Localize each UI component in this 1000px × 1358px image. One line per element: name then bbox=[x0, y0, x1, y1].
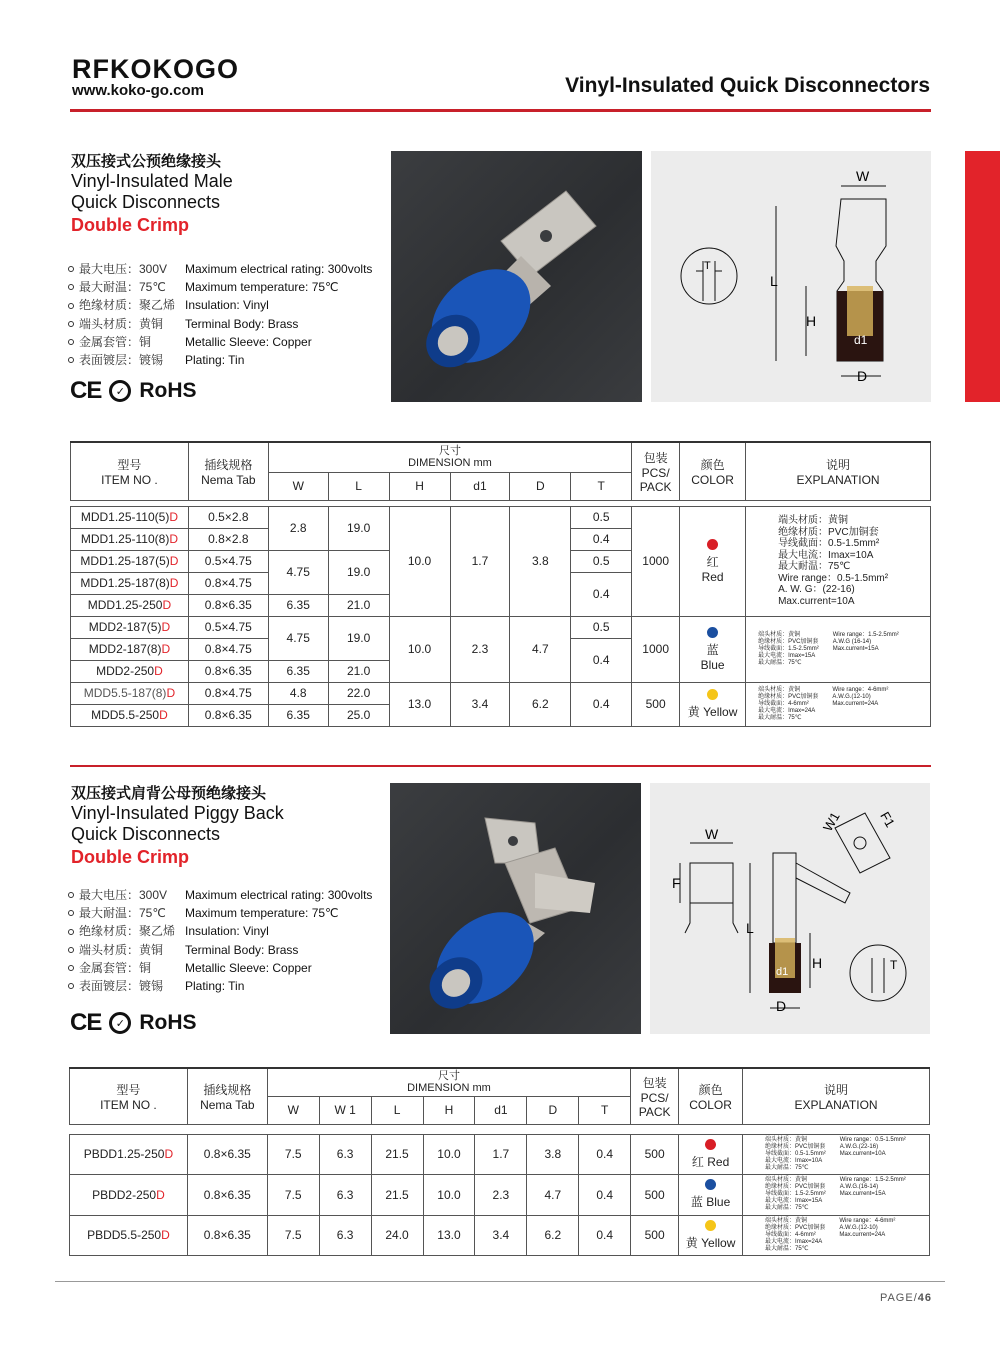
bullet-icon bbox=[68, 321, 74, 327]
dim-t: 0.4 bbox=[571, 528, 632, 550]
male-connector-dimension-drawing bbox=[651, 151, 931, 402]
dim-h: 10.0 bbox=[389, 506, 450, 616]
nema-tab: 0.5×2.8 bbox=[188, 506, 268, 528]
dim-d1: 2.3 bbox=[450, 616, 510, 682]
explanation: 端头材质：黄铜 绝缘材质：PVC加铜套 导线截面：4-6mm² 最大电流：Imax=24A 最大耐温：75℃ Wire range：4-6mm² A.W.G.(12-10) Max.current=24A bbox=[746, 682, 931, 726]
nema-tab: 0.8×6.35 bbox=[188, 660, 268, 682]
header-l: L bbox=[371, 1096, 423, 1124]
spec-row bbox=[68, 904, 372, 922]
header-t: T bbox=[579, 1096, 631, 1124]
spec-row bbox=[68, 260, 372, 278]
nema-tab: 0.8×6.35 bbox=[187, 1174, 267, 1215]
dim-w: 4.75 bbox=[268, 616, 328, 660]
spec-cn: 金属套管：铜 bbox=[79, 960, 152, 975]
explanation: 端头材质：黄铜 绝缘材质：PVC加铜套 导线截面：0.5-1.5mm² 最大电流：Imax=10A 最大耐温：75℃ Wire range：0.5-1.5mm² A.W.G.(22-16) Max.current=10A bbox=[743, 1134, 930, 1174]
header-d1: d1 bbox=[475, 1096, 527, 1124]
nema-tab: 0.5×4.75 bbox=[188, 550, 268, 572]
rohs-mark: RoHS bbox=[139, 379, 197, 402]
dim-l: 25.0 bbox=[328, 704, 389, 726]
dim-w: 4.8 bbox=[268, 682, 328, 704]
spec-row bbox=[68, 351, 372, 369]
nema-tab: 0.8×6.35 bbox=[188, 704, 268, 726]
dim-d: 3.8 bbox=[527, 1134, 579, 1174]
ce-mark-icon: CE bbox=[70, 1009, 102, 1036]
spec-row bbox=[68, 278, 372, 296]
item-no: MDD2-187(8)D bbox=[71, 638, 189, 660]
dim-w: 6.35 bbox=[268, 704, 328, 726]
spec-row bbox=[68, 941, 372, 959]
table-row bbox=[70, 1174, 930, 1215]
dim-d: 6.2 bbox=[527, 1215, 579, 1255]
dim-l: 19.0 bbox=[328, 550, 389, 594]
spec-cn: 最大耐温：75℃ bbox=[79, 906, 166, 921]
spec-cn: 表面镀层：镀锡 bbox=[79, 979, 164, 994]
header-w1: W 1 bbox=[319, 1096, 371, 1124]
color-cell: 蓝 Blue bbox=[680, 616, 746, 682]
nema-tab: 0.8×6.35 bbox=[187, 1215, 267, 1255]
spec-row bbox=[68, 922, 372, 940]
yellow-dot-icon bbox=[705, 1220, 716, 1231]
spec-en: Maximum temperature: 75℃ bbox=[185, 906, 339, 921]
dim-d: 6.2 bbox=[510, 682, 571, 726]
section2-certifications bbox=[70, 1009, 197, 1037]
section2-title-red: Double Crimp bbox=[71, 847, 190, 867]
dim-w1: 6.3 bbox=[319, 1215, 371, 1255]
section1-title-en2: Quick Disconnects bbox=[71, 192, 221, 212]
rohs-mark: RoHS bbox=[139, 1011, 197, 1034]
dim-t: 0.4 bbox=[571, 638, 632, 682]
pack-qty: 1000 bbox=[632, 506, 680, 616]
item-no: MDD1.25-187(8)D bbox=[71, 572, 189, 594]
color-cell: 红 Red bbox=[680, 506, 746, 616]
spec-en: Insulation: Vinyl bbox=[185, 298, 269, 313]
male-connector-drawing bbox=[651, 151, 931, 402]
dim-h: 13.0 bbox=[423, 1215, 475, 1255]
dim-t-label: T bbox=[704, 260, 711, 272]
pack-qty: 500 bbox=[632, 682, 680, 726]
blue-dot-icon bbox=[707, 627, 718, 638]
dim-l: 21.0 bbox=[328, 594, 389, 616]
table-header-row bbox=[70, 1068, 930, 1096]
dim-t-label: T bbox=[890, 958, 898, 972]
dim-l: 21.5 bbox=[371, 1174, 423, 1215]
header-model: 型号 ITEM NO . bbox=[70, 1068, 188, 1124]
dim-w1: 6.3 bbox=[319, 1174, 371, 1215]
bullet-icon bbox=[68, 339, 74, 345]
sgs-mark-icon: ✓ bbox=[109, 1012, 131, 1034]
dim-d1: 3.4 bbox=[475, 1215, 527, 1255]
header-dimension: 尺寸 DIMENSION mm bbox=[267, 1068, 630, 1096]
page-number: PAGE/46 bbox=[879, 1292, 932, 1304]
dim-d1: 2.3 bbox=[475, 1174, 527, 1215]
item-no: MDD2-250D bbox=[71, 660, 189, 682]
section-divider bbox=[70, 765, 931, 767]
spec-row bbox=[68, 977, 372, 995]
header-model: 型号 ITEM NO . bbox=[71, 442, 189, 500]
dim-d: 4.7 bbox=[527, 1174, 579, 1215]
section1-title-red: Double Crimp bbox=[71, 215, 190, 235]
section1-title-en1: Vinyl-Insulated Male bbox=[71, 171, 233, 191]
dim-w-label: W bbox=[705, 826, 719, 842]
item-no: PBDD1.25-250D bbox=[70, 1134, 188, 1174]
male-disconnect-table bbox=[70, 441, 931, 727]
piggyback-connector-drawing bbox=[650, 783, 930, 1034]
header-dimension: 尺寸 DIMENSION mm bbox=[268, 442, 631, 472]
bullet-icon bbox=[68, 983, 74, 989]
spec-row bbox=[68, 296, 372, 314]
header-h: H bbox=[389, 472, 450, 500]
dim-d1: 1.7 bbox=[475, 1134, 527, 1174]
item-no: MDD1.25-250D bbox=[71, 594, 189, 616]
header-pack: 包装 PCS/ PACK bbox=[632, 442, 680, 500]
page-title: Vinyl-Insulated Quick Disconnectors bbox=[565, 74, 930, 97]
pack-qty: 500 bbox=[631, 1134, 679, 1174]
dim-l-label: L bbox=[746, 920, 754, 936]
header-h: H bbox=[423, 1096, 475, 1124]
spec-cn: 绝缘材质：聚乙烯 bbox=[79, 924, 176, 939]
pack-qty: 500 bbox=[631, 1215, 679, 1255]
header-w: W bbox=[268, 472, 328, 500]
piggyback-disconnect-table bbox=[69, 1067, 930, 1256]
spec-cn: 端头材质：黄铜 bbox=[79, 942, 164, 957]
pack-qty: 1000 bbox=[632, 616, 680, 682]
header-w: W bbox=[267, 1096, 319, 1124]
yellow-dot-icon bbox=[707, 689, 718, 700]
spec-cn: 绝缘材质：聚乙烯 bbox=[79, 298, 176, 313]
dim-w: 6.35 bbox=[268, 660, 328, 682]
bullet-icon bbox=[68, 965, 74, 971]
dim-w1-label: W1 bbox=[819, 809, 843, 834]
explanation: 端头材质：黄铜 绝缘材质：PVC加铜套 导线截面：1.5-2.5mm² 最大电流：Imax=15A 最大耐温：75℃ Wire range：1.5-2.5mm² A.W.G.(16-14) Max.current=15A bbox=[743, 1174, 930, 1215]
dim-w1: 6.3 bbox=[319, 1134, 371, 1174]
header-d: D bbox=[527, 1096, 579, 1124]
dim-w-label: W bbox=[856, 168, 870, 184]
item-no: MDD1.25-187(5)D bbox=[71, 550, 189, 572]
dim-d1-label: d1 bbox=[854, 333, 868, 347]
dim-d: 4.7 bbox=[510, 616, 571, 682]
header-tab: 插线规格 Nema Tab bbox=[187, 1068, 267, 1124]
spec-cn: 最大耐温：75℃ bbox=[79, 280, 166, 295]
spec-en: Metallic Sleeve: Copper bbox=[185, 960, 312, 975]
dim-t: 0.4 bbox=[571, 682, 632, 726]
dim-h-label: H bbox=[806, 313, 817, 329]
dim-w: 7.5 bbox=[267, 1215, 319, 1255]
spec-cn: 最大电压：300V bbox=[79, 888, 168, 902]
table-row bbox=[71, 506, 931, 528]
bullet-icon bbox=[68, 266, 74, 272]
dim-d1: 3.4 bbox=[450, 682, 510, 726]
table-row bbox=[70, 1215, 930, 1255]
spec-row bbox=[68, 886, 372, 904]
dim-f-label: F bbox=[672, 875, 681, 891]
spec-cn: 最大电压：300V bbox=[79, 262, 168, 276]
spec-en: Maximum temperature: 75℃ bbox=[185, 280, 339, 295]
dim-d1-label: d1 bbox=[776, 966, 789, 978]
header-divider bbox=[70, 109, 931, 112]
nema-tab: 0.8×4.75 bbox=[188, 638, 268, 660]
header-d: D bbox=[510, 472, 571, 500]
spec-row bbox=[68, 315, 372, 333]
dim-w: 2.8 bbox=[268, 506, 328, 550]
table-row bbox=[71, 682, 931, 704]
spec-en: Maximum electrical rating: 300volts bbox=[185, 262, 373, 276]
pack-qty: 500 bbox=[631, 1174, 679, 1215]
spec-en: Metallic Sleeve: Copper bbox=[185, 334, 312, 349]
brand-logo: RFKOKOGO bbox=[72, 54, 239, 84]
item-no: MDD1.25-110(5)D bbox=[71, 506, 189, 528]
dim-d-label: D bbox=[776, 998, 787, 1014]
male-connector-photo bbox=[391, 151, 642, 402]
dim-l: 22.0 bbox=[328, 682, 389, 704]
dim-t: 0.4 bbox=[579, 1215, 631, 1255]
table-row bbox=[71, 616, 931, 638]
section1-heading bbox=[71, 150, 233, 236]
dim-t: 0.5 bbox=[571, 616, 632, 638]
spec-row bbox=[68, 333, 372, 351]
header-t: T bbox=[571, 472, 632, 500]
section2-title-en1: Vinyl-Insulated Piggy Back bbox=[71, 803, 284, 823]
color-cell: 黄 Yellow bbox=[679, 1215, 743, 1255]
sgs-mark-icon: ✓ bbox=[109, 380, 131, 402]
dim-w: 4.75 bbox=[268, 550, 328, 594]
header-pack: 包装 PCS/ PACK bbox=[631, 1068, 679, 1124]
piggyback-connector-illustration bbox=[390, 783, 641, 1034]
bullet-icon bbox=[68, 892, 74, 898]
explanation: 端头材质：黄铜 绝缘材质：PVC加铜套 导线截面：4-6mm² 最大电流：Imax=24A 最大耐温：75℃ Wire range：4-6mm² A.W.G.(12-10) Max.current=24A bbox=[743, 1215, 930, 1255]
bullet-icon bbox=[68, 910, 74, 916]
dim-h: 13.0 bbox=[389, 682, 450, 726]
header-color: 颜色 COLOR bbox=[680, 442, 746, 500]
piggyback-connector-dimension-drawing bbox=[650, 783, 930, 1034]
header-color: 颜色 COLOR bbox=[679, 1068, 743, 1124]
dim-t: 0.5 bbox=[571, 550, 632, 572]
spec-en: Insulation: Vinyl bbox=[185, 924, 269, 939]
dim-w: 7.5 bbox=[267, 1174, 319, 1215]
spec-cn: 金属套管：铜 bbox=[79, 334, 152, 349]
dim-w: 6.35 bbox=[268, 594, 328, 616]
item-no: MDD5.5-250D bbox=[71, 704, 189, 726]
section2-specs bbox=[68, 886, 372, 995]
table-header-row bbox=[71, 442, 931, 472]
dim-t: 0.4 bbox=[571, 572, 632, 616]
item-no: MDD2-187(5)D bbox=[71, 616, 189, 638]
section1-certifications bbox=[70, 377, 197, 405]
item-no: MDD5.5-187(8)D bbox=[71, 682, 189, 704]
spec-en: Terminal Body: Brass bbox=[185, 316, 299, 331]
section2-title-cn: 双压接式肩背公母预绝缘接头 bbox=[71, 785, 267, 802]
nema-tab: 0.5×4.75 bbox=[188, 616, 268, 638]
color-cell: 红 Red bbox=[679, 1134, 743, 1174]
red-dot-icon bbox=[707, 539, 718, 550]
color-cell: 黄 Yellow bbox=[680, 682, 746, 726]
nema-tab: 0.8×6.35 bbox=[188, 594, 268, 616]
dim-t: 0.5 bbox=[571, 506, 632, 528]
spec-en: Plating: Tin bbox=[185, 979, 245, 994]
bullet-icon bbox=[68, 947, 74, 953]
dim-d1: 1.7 bbox=[450, 506, 510, 616]
red-dot-icon bbox=[705, 1139, 716, 1150]
item-no: PBDD2-250D bbox=[70, 1174, 188, 1215]
dim-f1-label: F1 bbox=[877, 809, 898, 830]
dim-l: 21.0 bbox=[328, 660, 389, 682]
ce-mark-icon: CE bbox=[70, 377, 102, 404]
dim-l: 21.5 bbox=[371, 1134, 423, 1174]
item-no: PBDD5.5-250D bbox=[70, 1215, 188, 1255]
dim-h: 10.0 bbox=[389, 616, 450, 682]
bullet-icon bbox=[68, 357, 74, 363]
nema-tab: 0.8×4.75 bbox=[188, 682, 268, 704]
explanation: 端头材质：黄铜 绝缘材质：PVC加铜套 导线截面：1.5-2.5mm² 最大电流：Imax=15A 最大耐温：75℃ Wire range：1.5-2.5mm² A.W.G (16-14) Max.current=15A bbox=[746, 616, 931, 682]
website-url[interactable]: www.koko-go.com bbox=[72, 82, 204, 99]
spec-en: Plating: Tin bbox=[185, 353, 245, 368]
spec-cn: 端头材质：黄铜 bbox=[79, 316, 164, 331]
dim-h: 10.0 bbox=[423, 1134, 475, 1174]
piggyback-connector-photo bbox=[390, 783, 641, 1034]
bullet-icon bbox=[68, 284, 74, 290]
dim-l: 19.0 bbox=[328, 616, 389, 660]
dim-t: 0.4 bbox=[579, 1134, 631, 1174]
nema-tab: 0.8×6.35 bbox=[187, 1134, 267, 1174]
dim-h-label: H bbox=[812, 955, 823, 971]
section1-title-cn: 双压接式公预绝缘接头 bbox=[71, 153, 222, 170]
header-explanation: 说明 EXPLANATION bbox=[746, 442, 931, 500]
side-tab-marker bbox=[965, 151, 1000, 402]
bullet-icon bbox=[68, 929, 74, 935]
header-l: L bbox=[328, 472, 389, 500]
dim-l-label: L bbox=[770, 273, 778, 289]
header-explanation: 说明 EXPLANATION bbox=[743, 1068, 930, 1124]
dim-h: 10.0 bbox=[423, 1174, 475, 1215]
section1-specs bbox=[68, 260, 372, 369]
dim-l: 24.0 bbox=[371, 1215, 423, 1255]
dim-w: 7.5 bbox=[267, 1134, 319, 1174]
blue-dot-icon bbox=[705, 1179, 716, 1190]
header-tab: 插线规格 Nema Tab bbox=[188, 442, 268, 500]
spec-row bbox=[68, 959, 372, 977]
spec-cn: 表面镀层：镀锡 bbox=[79, 353, 164, 368]
header-d1: d1 bbox=[450, 472, 510, 500]
spec-en: Terminal Body: Brass bbox=[185, 942, 299, 957]
bullet-icon bbox=[68, 303, 74, 309]
color-cell: 蓝 Blue bbox=[679, 1174, 743, 1215]
item-no: MDD1.25-110(8)D bbox=[71, 528, 189, 550]
dim-d: 3.8 bbox=[510, 506, 571, 616]
table-row bbox=[70, 1134, 930, 1174]
section2-heading bbox=[71, 782, 284, 868]
male-connector-illustration bbox=[391, 151, 642, 402]
nema-tab: 0.8×2.8 bbox=[188, 528, 268, 550]
dim-d-label: D bbox=[857, 368, 868, 384]
footer-divider bbox=[55, 1281, 945, 1282]
explanation: 端头材质：黄铜 绝缘材质：PVC加铜套 导线截面：0.5-1.5mm² 最大电流：Imax=10A 最大耐温：75℃ Wire range：0.5-1.5mm² A. W. G：(22-16) Max.current=10A bbox=[746, 506, 931, 616]
nema-tab: 0.8×4.75 bbox=[188, 572, 268, 594]
dim-t: 0.4 bbox=[579, 1174, 631, 1215]
spec-en: Maximum electrical rating: 300volts bbox=[185, 888, 373, 902]
dim-l: 19.0 bbox=[328, 506, 389, 550]
section2-title-en2: Quick Disconnects bbox=[71, 824, 221, 844]
